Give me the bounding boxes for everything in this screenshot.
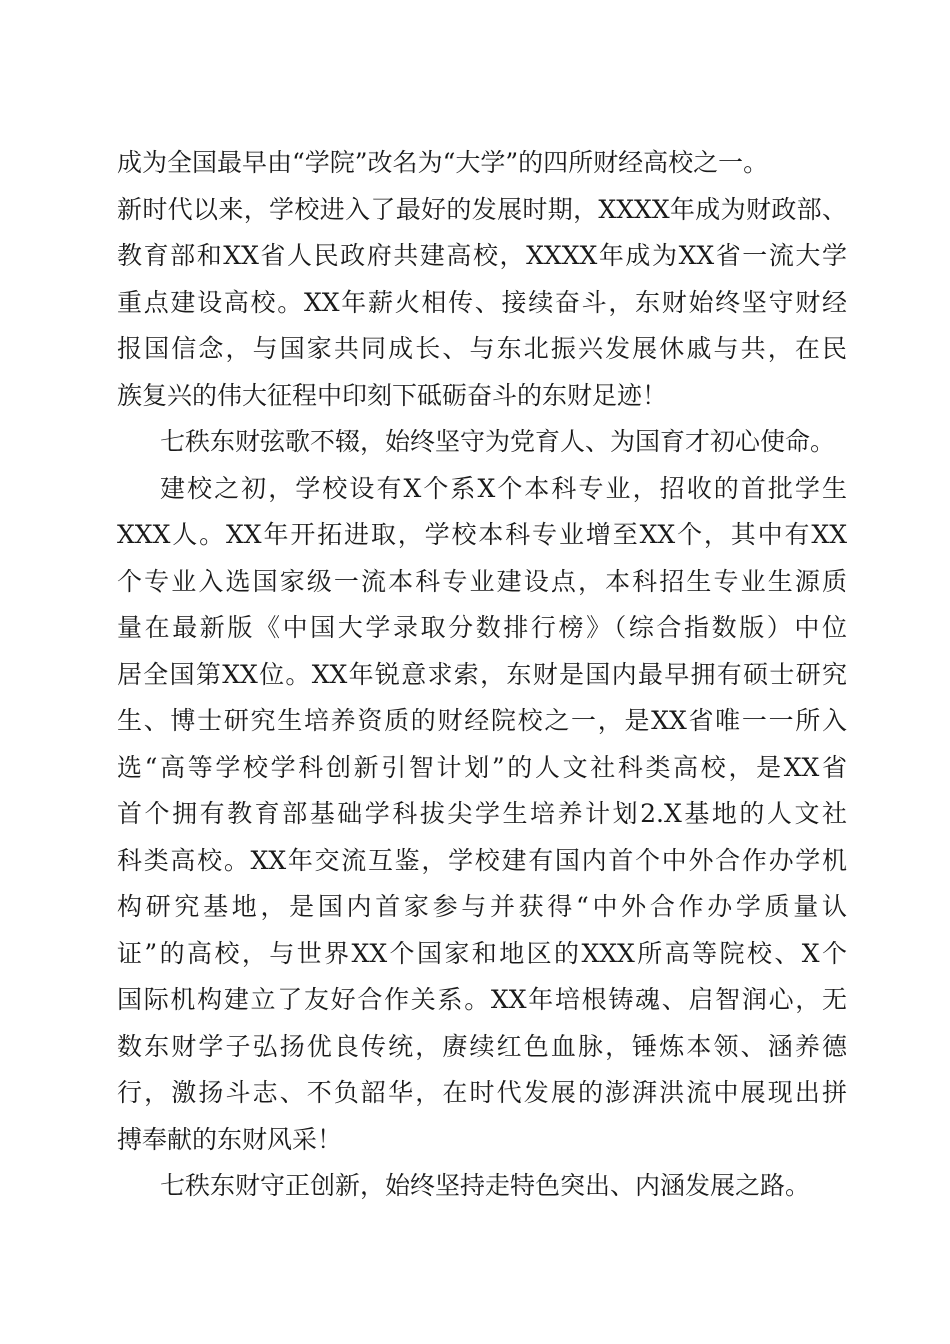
text-line: 个专业入选国家级一流本科专业建设点，本科招生专业生源质: [117, 566, 847, 596]
text-line: 族复兴的伟大征程中印刻下砥砺奋斗的东财足迹！: [117, 380, 668, 410]
text-line: 成为全国最早由“学院”改名为“大学”的四所财经高校之一。: [117, 148, 769, 177]
text-line: 生、博士研究生培养资质的财经院校之一，是XX省唯一一所入: [117, 706, 847, 735]
text-line: 新时代以来，学校进入了最好的发展时期，XXXX年成为财政部、: [117, 194, 847, 224]
text-line: 证”的高校，与世界XX个国家和地区的XXX所高等院校、X个: [117, 938, 847, 968]
text-line: 首个拥有教育部基础学科拔尖学生培养计划2.X基地的人文社: [117, 799, 847, 828]
body-text: [117, 140, 847, 1210]
text-line: 行，激扬斗志、不负韶华，在时代发展的澎湃洪流中展现出拼: [117, 1078, 847, 1107]
text-line: 搏奉献的东财风采！: [117, 1124, 343, 1154]
text-line: 数东财学子弘扬优良传统，赓续红色血脉，锤炼本领、涵养德: [117, 1031, 847, 1061]
text-line: 科类高校。XX年交流互鉴，学校建有国内首个中外合作办学机: [117, 845, 847, 875]
text-line: 居全国第XX位。XX年锐意求索，东财是国内最早拥有硕士研究: [117, 659, 847, 689]
text-line: 教育部和XX省人民政府共建高校，XXXX年成为XX省一流大学: [117, 241, 847, 270]
text-line: 国际机构建立了友好合作关系。XX年培根铸魂、启智润心，无: [117, 985, 847, 1014]
text-line: 重点建设高校。XX年薪火相传、接续奋斗，东财始终坚守财经: [117, 287, 847, 317]
paragraph-heading: 七秩东财弦歌不辍，始终坚守为党育人、为国育才初心使命。: [160, 427, 836, 456]
text-line: 报国信念，与国家共同成长、与东北振兴发展休戚与共，在民: [117, 334, 847, 363]
text-line: 构研究基地，是国内首家参与并获得“中外合作办学质量认: [117, 892, 847, 921]
text-line: 选“高等学校学科创新引智计划”的人文社科类高校，是XX省: [117, 752, 847, 782]
text-line: 量在最新版《中国大学录取分数排行榜》（综合指数版）中位: [117, 613, 847, 642]
text-line: XXX人。XX年开拓进取，学校本科专业增至XX个，其中有XX: [117, 520, 847, 549]
text-line: 建校之初，学校设有X个系X个本科专业，招收的首批学生: [160, 473, 847, 503]
paragraph-heading: 七秩东财守正创新，始终坚持走特色突出、内涵发展之路。: [160, 1171, 811, 1200]
